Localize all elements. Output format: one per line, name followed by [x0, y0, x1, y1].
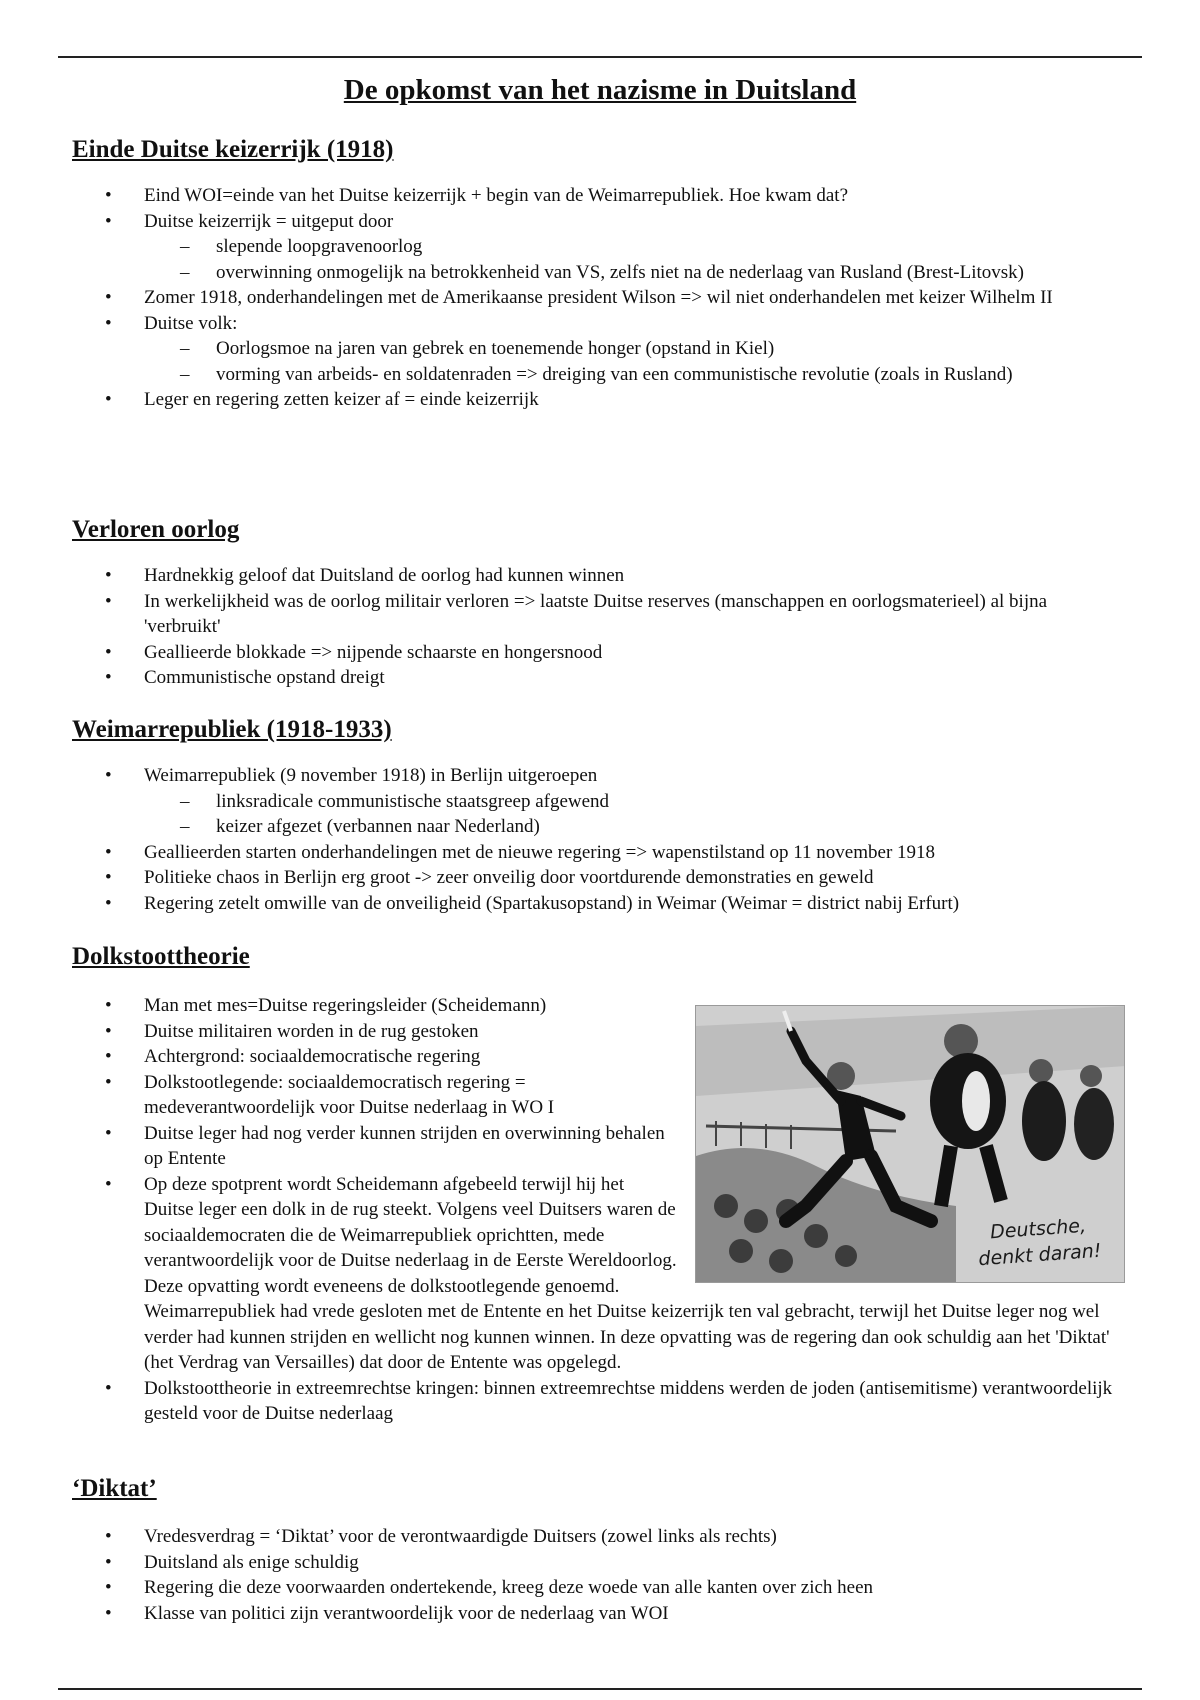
- sub-list-item: – overwinning onmogelijk na betrokkenheid van VS, zelfs niet na de nederlaag van Rusland (Brest-Litovsk): [180, 260, 1125, 286]
- list-item: • Duitse leger had nog verder kunnen strijden en overwinning behalen op Entente: [105, 1121, 1125, 1172]
- list-einde-keizerrijk: [105, 183, 1125, 413]
- heading-weimarrepubliek: Weimarrepubliek (1918-1933): [72, 716, 392, 743]
- heading-dolkstoottheorie: Dolkstoottheorie: [72, 943, 250, 970]
- list-item: • Regering die deze voorwaarden ondertekende, kreeg deze woede van alle kanten over zich heen: [105, 1575, 1125, 1601]
- list-item: • Achtergrond: sociaaldemocratische regering: [105, 1044, 1125, 1070]
- top-rule: [58, 56, 1142, 58]
- list-item: • Man met mes=Duitse regeringsleider (Scheidemann): [105, 993, 1125, 1019]
- list-dolkstoottheorie: [105, 993, 1125, 1427]
- list-item: • Geallieerden starten onderhandelingen met de nieuwe regering => wapenstilstand op 11 november 1918: [105, 840, 1125, 866]
- list-item: • Klasse van politici zijn verantwoordelijk voor de nederlaag van WOI: [105, 1601, 1125, 1627]
- list-item: • Communistische opstand dreigt: [105, 665, 1125, 691]
- list-item: • Vredesverdrag = ‘Diktat’ voor de verontwaardigde Duitsers (zowel links als rechts): [105, 1524, 1125, 1550]
- page-title: De opkomst van het nazisme in Duitsland: [343, 74, 857, 106]
- list-item: • Zomer 1918, onderhandelingen met de Amerikaanse president Wilson => wil niet onderhandelen met keizer Wilhelm II: [105, 285, 1125, 311]
- sub-list-item: – Oorlogsmoe na jaren van gebrek en toenemende honger (opstand in Kiel): [180, 336, 1125, 362]
- list-item: • Duitse volk: – Oorlogsmoe na jaren van gebrek en toenemende honger (opstand in Kiel) – vorming van arbeids- en soldatenraden => dreiging van een communistische revolutie (zoals in Rusland): [105, 311, 1125, 388]
- sub-list-item: – keizer afgezet (verbannen naar Nederland): [180, 814, 1125, 840]
- list-diktat: [105, 1524, 1125, 1626]
- list-item: • Leger en regering zetten keizer af = einde keizerrijk: [105, 387, 1125, 413]
- list-item: • Op deze spotprent wordt Scheidemann afgebeeld terwijl hij het Duitse leger een dolk in de rug steekt. Volgens veel Duitsers waren de sociaaldemocraten die de Weimarrepubliek oprichtten, mede verantwoordelijk voor de Duitse nederlaag in de Eerste Wereldoorlog. Deze opvatting wordt eveneens de dolkstootlegende genoemd. Weimarrepubliek had vrede gesloten met de Entente en het Duitse keizerrijk ten val gebracht, terwijl het Duitse leger nog wel verder had kunnen strijden en wellicht nog kunnen winnen. In deze opvatting was de regering dan ook schuldig aan het 'Diktat' (het Verdrag van Versailles) dat door de Entente was opgelegd.: [105, 1172, 1125, 1376]
- list-item: • In werkelijkheid was de oorlog militair verloren => laatste Duitse reserves (manschappen en oorlogsmaterieel) al bijna 'verbruikt': [105, 589, 1125, 640]
- list-item: • Dolkstoottheorie in extreemrechtse kringen: binnen extreemrechtse middens werden de joden (antisemitisme) verantwoordelijk gesteld voor de Duitse nederlaag: [105, 1376, 1125, 1427]
- list-item: • Eind WOI=einde van het Duitse keizerrijk + begin van de Weimarrepubliek. Hoe kwam dat?: [105, 183, 1125, 209]
- list-verloren-oorlog: [105, 563, 1125, 691]
- sub-list: [144, 789, 1125, 840]
- list-weimarrepubliek: [105, 763, 1125, 916]
- list-item: • Duitse militairen worden in de rug gestoken: [105, 1019, 1125, 1045]
- sub-list-item: – slepende loopgravenoorlog: [180, 234, 1125, 260]
- list-item: • Weimarrepubliek (9 november 1918) in Berlijn uitgeroepen – linksradicale communistische staatsgreep afgewend – keizer afgezet (verbannen naar Nederland): [105, 763, 1125, 840]
- list-item: • Hardnekkig geloof dat Duitsland de oorlog had kunnen winnen: [105, 563, 1125, 589]
- heading-diktat: ‘Diktat’: [72, 1475, 157, 1502]
- bottom-rule: [58, 1688, 1142, 1690]
- sub-list: [144, 234, 1125, 285]
- cartoon-caption: Deutsche, denkt daran!: [977, 1214, 1103, 1271]
- sub-list-item: – vorming van arbeids- en soldatenraden => dreiging van een communistische revolutie (zoals in Rusland): [180, 362, 1125, 388]
- sub-list-item: – linksradicale communistische staatsgreep afgewend: [180, 789, 1125, 815]
- heading-einde-keizerrijk: Einde Duitse keizerrijk (1918): [72, 136, 394, 163]
- list-item: • Regering zetelt omwille van de onveiligheid (Spartakusopstand) in Weimar (Weimar = district nabij Erfurt): [105, 891, 1125, 917]
- list-item: • Duitsland als enige schuldig: [105, 1550, 1125, 1576]
- list-item: • Geallieerde blokkade => nijpende schaarste en hongersnood: [105, 640, 1125, 666]
- list-item: • Dolkstootlegende: sociaaldemocratisch regering = medeverantwoordelijk voor Duitse nederlaag in WO I: [105, 1070, 1125, 1121]
- list-item: • Duitse keizerrijk = uitgeput door – slepende loopgravenoorlog – overwinning onmogelijk na betrokkenheid van VS, zelfs niet na de nederlaag van Rusland (Brest-Litovsk): [105, 209, 1125, 286]
- heading-verloren-oorlog: Verloren oorlog: [72, 516, 240, 543]
- sub-list: [144, 336, 1125, 387]
- list-item: • Politieke chaos in Berlijn erg groot -> zeer onveilig door voortdurende demonstraties en geweld: [105, 865, 1125, 891]
